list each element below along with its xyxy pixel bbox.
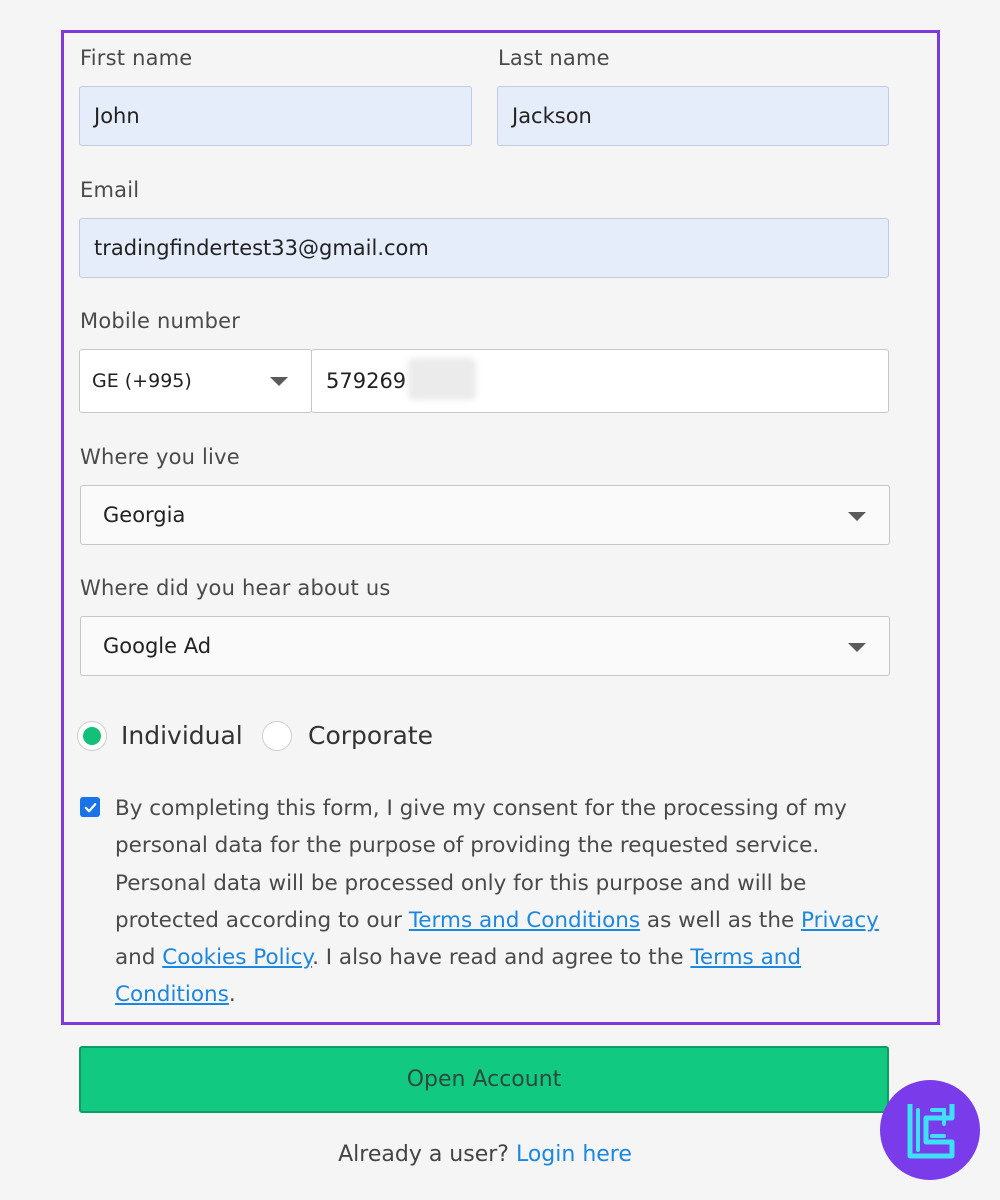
mobile-number-input[interactable] bbox=[311, 349, 889, 413]
referral-label: Where did you hear about us bbox=[80, 576, 391, 600]
radio-corporate[interactable] bbox=[262, 721, 292, 751]
referral-select[interactable] bbox=[80, 616, 890, 676]
referral-value: Google Ad bbox=[103, 634, 212, 658]
first-name-label: First name bbox=[80, 46, 193, 70]
consent-text-part: By completing this form, I give my consent for the processing of my personal data for the purpose of providing the requested service. Personal data will be processed only for this purpose and will be protected according to our bbox=[115, 796, 847, 933]
mobile-number-value: 579269 bbox=[326, 369, 407, 393]
consent-text-part: as well as the bbox=[640, 907, 802, 933]
chevron-down-icon bbox=[848, 512, 866, 521]
redacted-digits bbox=[408, 358, 476, 400]
open-account-button[interactable]: Open Account bbox=[79, 1046, 889, 1113]
radio-individual-label[interactable]: Individual bbox=[121, 721, 243, 750]
last-name-label: Last name bbox=[498, 46, 610, 70]
consent-text bbox=[115, 790, 885, 1014]
country-select[interactable] bbox=[80, 485, 890, 545]
check-icon bbox=[83, 800, 98, 815]
email-input[interactable] bbox=[79, 218, 889, 278]
chevron-down-icon bbox=[848, 643, 866, 652]
consent-text-part: . bbox=[228, 982, 236, 1008]
terms-link-2[interactable]: Terms and Conditions bbox=[115, 945, 802, 1008]
first-name-value: John bbox=[94, 104, 140, 128]
chevron-down-icon bbox=[270, 377, 288, 386]
country-value: Georgia bbox=[103, 503, 186, 527]
country-code-value: GE (+995) bbox=[92, 370, 192, 392]
cookies-policy-link[interactable]: Cookies Policy bbox=[162, 945, 313, 971]
login-prompt bbox=[0, 1142, 970, 1167]
privacy-link[interactable]: Privacy bbox=[801, 907, 879, 933]
tradingfinder-logo-icon bbox=[880, 1080, 980, 1180]
last-name-value: Jackson bbox=[512, 104, 592, 128]
radio-individual[interactable] bbox=[77, 721, 107, 751]
radio-selected-dot bbox=[83, 727, 101, 745]
consent-text-part: and bbox=[115, 945, 163, 971]
login-link[interactable]: Login here bbox=[515, 1142, 632, 1167]
already-user-text: Already a user? bbox=[338, 1142, 509, 1167]
terms-link[interactable]: Terms and Conditions bbox=[408, 907, 641, 933]
consent-text-part: . I also have read and agree to the bbox=[312, 945, 691, 971]
last-name-input[interactable] bbox=[497, 86, 889, 146]
consent-checkbox[interactable] bbox=[80, 797, 100, 817]
mobile-label: Mobile number bbox=[80, 309, 241, 333]
radio-corporate-label[interactable]: Corporate bbox=[308, 721, 433, 750]
country-code-select[interactable] bbox=[79, 349, 312, 413]
country-label: Where you live bbox=[80, 445, 240, 469]
email-value: tradingfindertest33@gmail.com bbox=[94, 236, 429, 260]
first-name-input[interactable] bbox=[79, 86, 472, 146]
email-label: Email bbox=[80, 178, 140, 202]
